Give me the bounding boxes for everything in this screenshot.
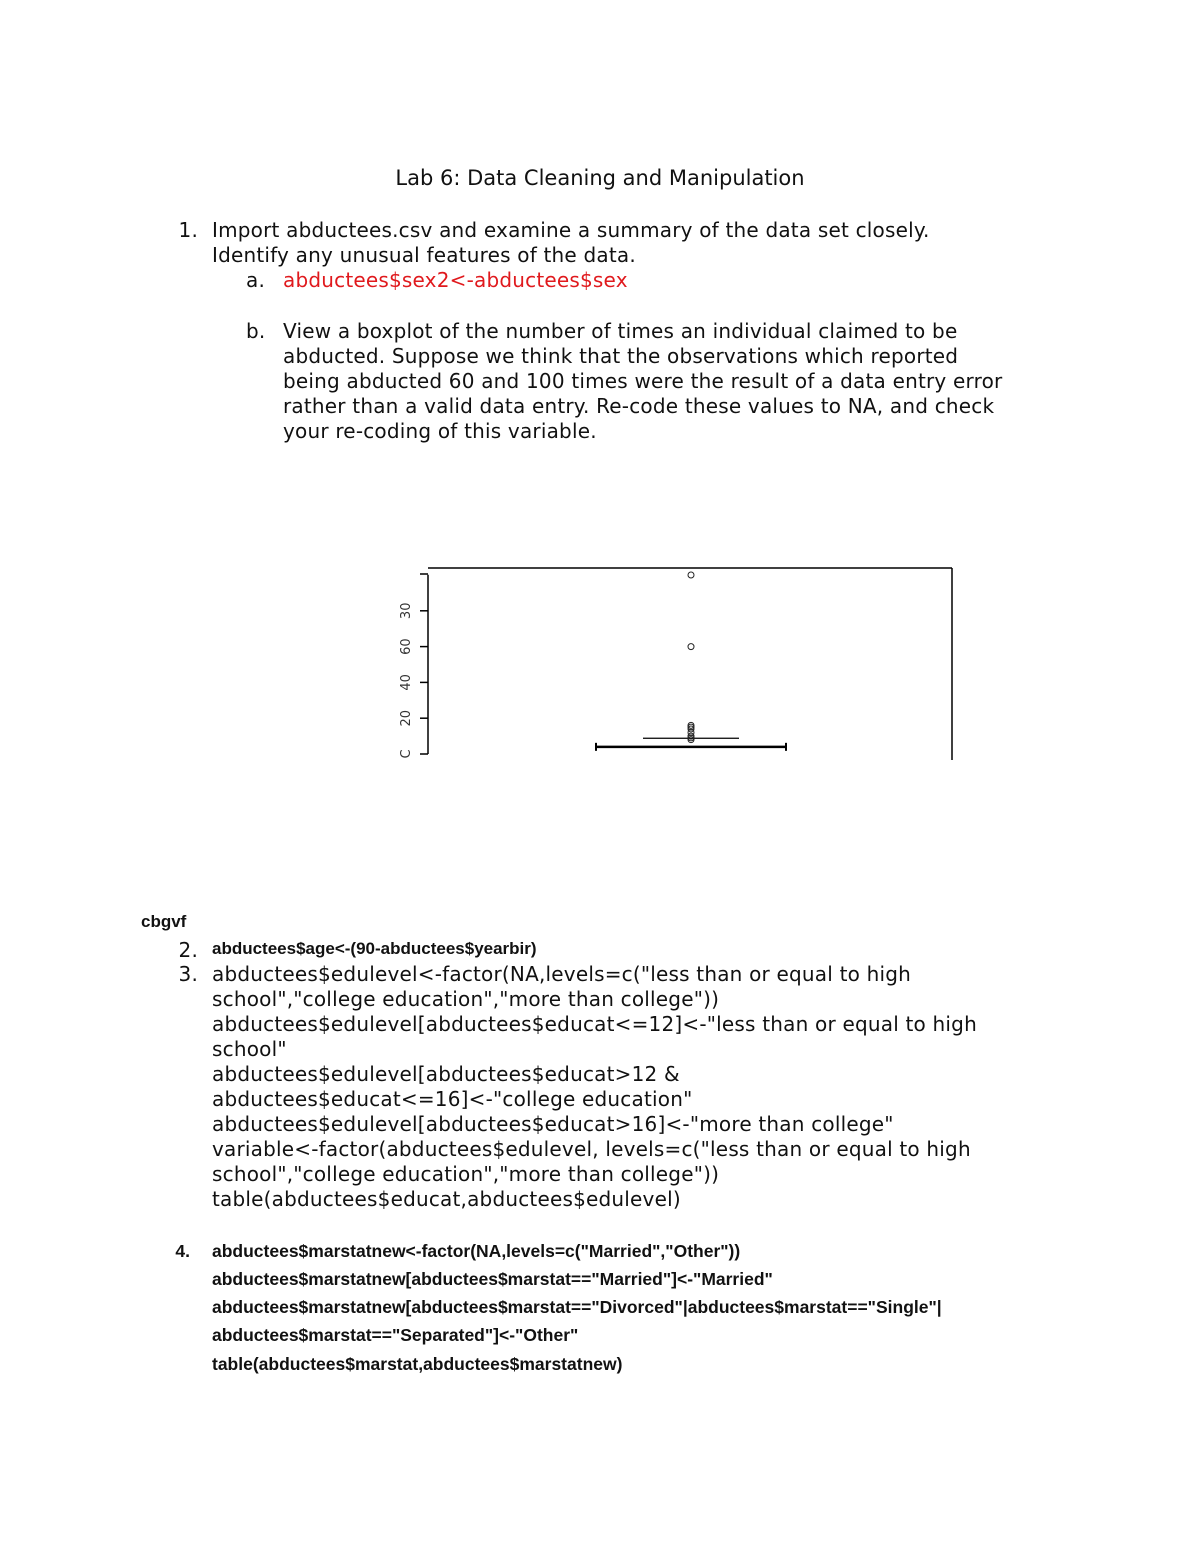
y-axis-tick-label: 40 <box>399 674 414 691</box>
outlier-point <box>688 572 694 578</box>
q2-code: abductees$age<-(90-abductees$yearbir) <box>212 939 537 958</box>
q1b-line: your re-coding of this variable. <box>283 419 597 443</box>
q1b-line: being abducted 60 and 100 times were the result of a data entry error <box>283 369 1003 393</box>
q3-line: table(abductees$educat,abductees$edulevel) <box>212 1187 681 1211</box>
q3-line: variable<-factor(abductees$edulevel, levels=c("less than or equal to high <box>212 1137 971 1161</box>
q1-line-1: Import abductees.csv and examine a summary of the data set closely. <box>212 218 930 242</box>
answer-prefix: cbgvf <box>141 912 187 931</box>
q1b-label: b. <box>246 319 266 343</box>
q3-line: abductees$edulevel[abductees$educat>16]<-"more than college" <box>212 1112 894 1136</box>
q1a-code: abductees$sex2<-abductees$sex <box>283 268 628 292</box>
q1b-line: abducted. Suppose we think that the observations which reported <box>283 344 959 368</box>
page-title: Lab 6: Data Cleaning and Manipulation <box>395 166 805 190</box>
q1-line-2: Identify any unusual features of the data. <box>212 243 636 267</box>
q4-line: abductees$marstat=="Separated"]<-"Other" <box>212 1325 579 1345</box>
q4-line: table(abductees$marstat,abductees$marstatnew) <box>212 1354 623 1374</box>
y-axis-tick-label: 60 <box>399 638 414 655</box>
q1b-line: View a boxplot of the number of times an individual claimed to be <box>283 319 958 343</box>
q4-number: 4. <box>175 1241 190 1261</box>
q3-line: abductees$edulevel<-factor(NA,levels=c("less than or equal to high <box>212 962 912 986</box>
q3-line: school","college education","more than college")) <box>212 1162 720 1186</box>
q3-line: abductees$edulevel[abductees$educat>12 & <box>212 1062 680 1086</box>
y-axis-tick-label: C <box>399 749 414 759</box>
q4-line: abductees$marstatnew[abductees$marstat=="Married"]<-"Married" <box>212 1269 773 1289</box>
q1-number: 1. <box>178 218 198 242</box>
q2-number: 2. <box>178 938 198 962</box>
q3-line: abductees$educat<=16]<-"college education" <box>212 1087 693 1111</box>
q1a-label: a. <box>246 268 266 292</box>
q3-line: school","college education","more than college")) <box>212 987 720 1011</box>
boxplot-chart <box>380 560 970 770</box>
q4-line: abductees$marstatnew[abductees$marstat=="Divorced"|abductees$marstat=="Single"| <box>212 1297 942 1317</box>
q3-number: 3. <box>178 962 198 986</box>
outlier-point <box>688 644 694 650</box>
q3-line: school" <box>212 1037 287 1061</box>
q1b-line: rather than a valid data entry. Re-code these values to NA, and check <box>283 394 995 418</box>
y-axis-tick-label: 30 <box>399 602 414 620</box>
q3-line: abductees$edulevel[abductees$educat<=12]<-"less than or equal to high <box>212 1012 977 1036</box>
q4-line: abductees$marstatnew<-factor(NA,levels=c("Married","Other")) <box>212 1241 741 1261</box>
y-axis-tick-label: 20 <box>399 709 414 727</box>
